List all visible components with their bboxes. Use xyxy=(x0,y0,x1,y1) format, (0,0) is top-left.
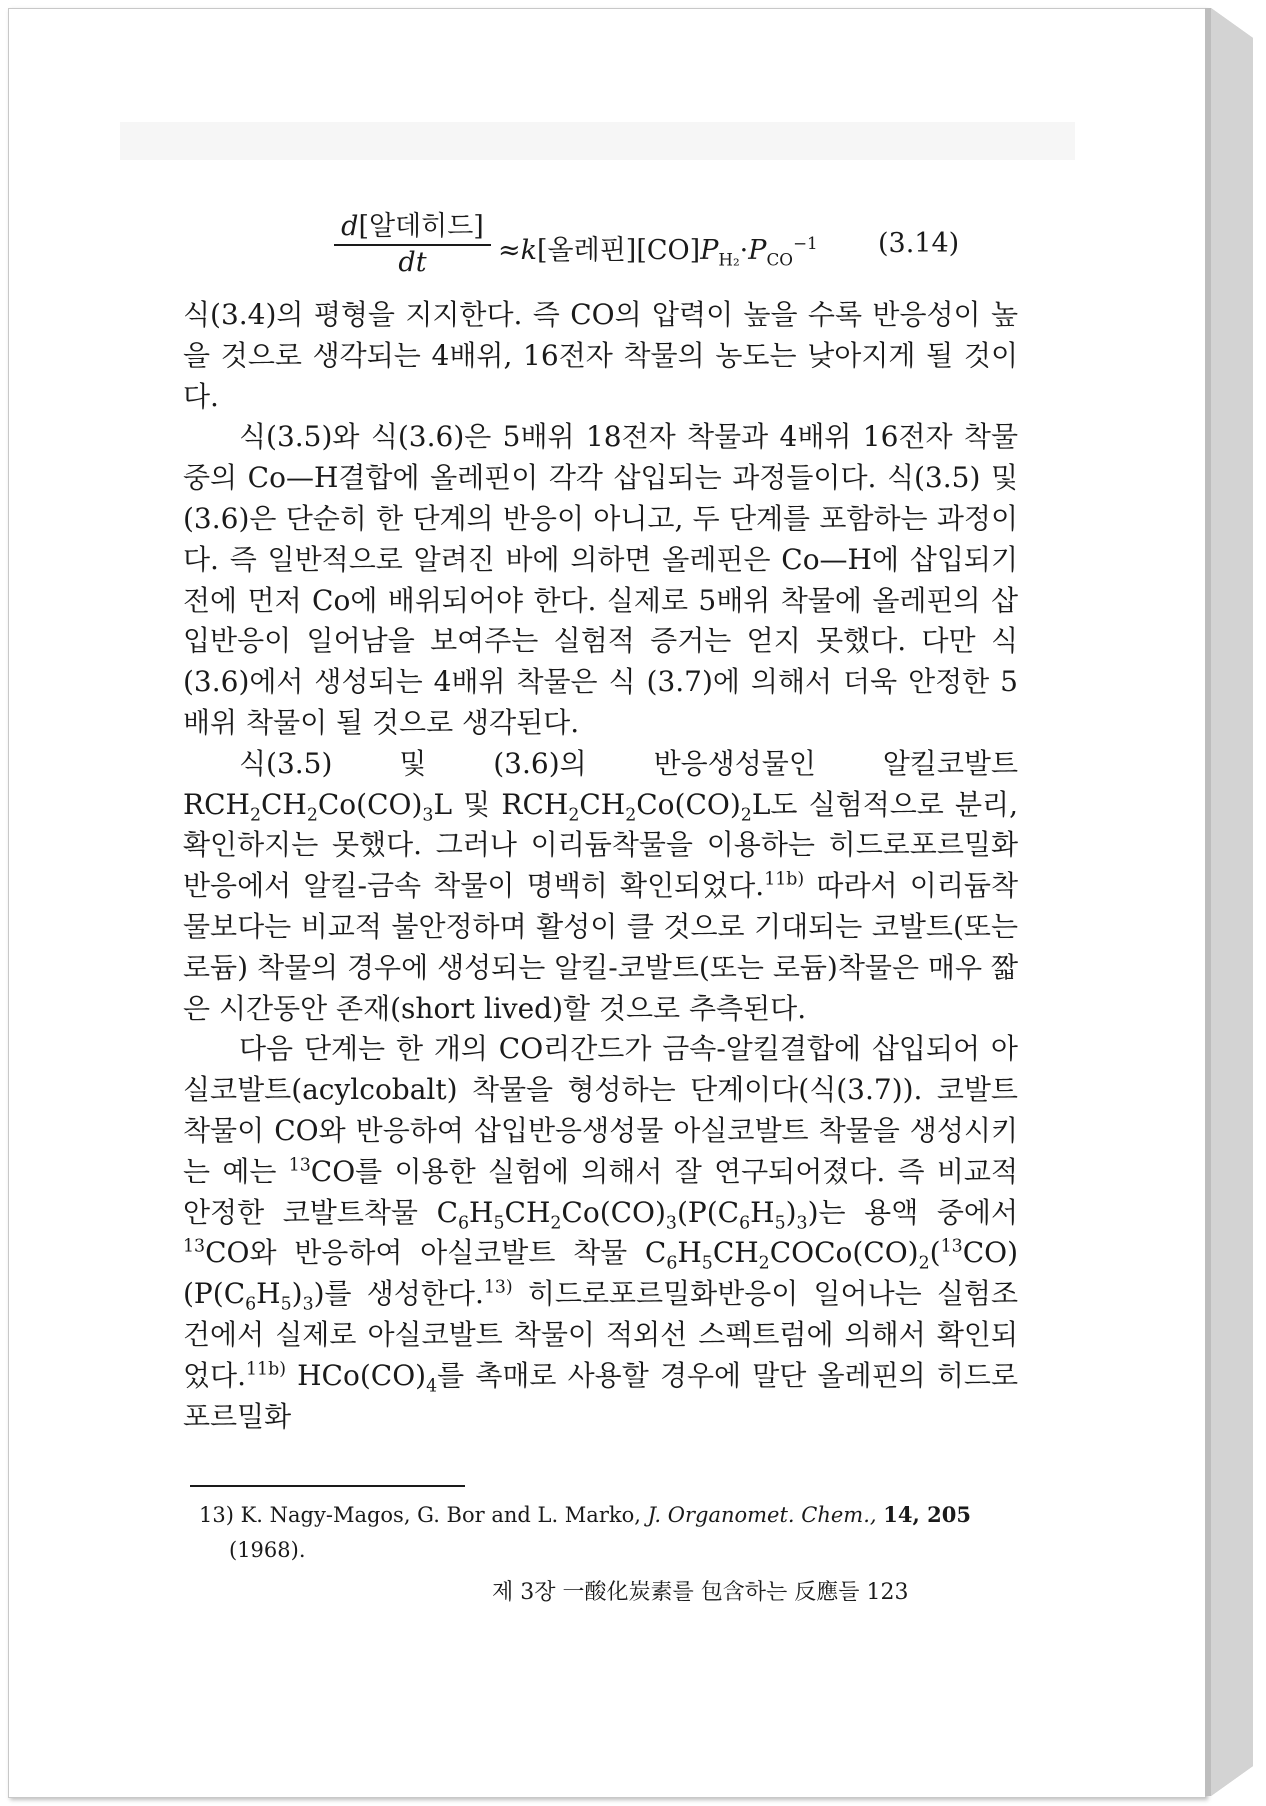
footnote-journal: J. Organomet. Chem., xyxy=(647,1503,877,1527)
reference-mark: 13) xyxy=(483,1277,513,1298)
footnote-volume: 14, 205 xyxy=(883,1502,971,1527)
scan-header-band xyxy=(120,122,1075,160)
equation-number: (3.14) xyxy=(878,228,960,259)
body-text xyxy=(183,295,1018,1437)
footnote-authors: K. Nagy-Magos, G. Bor and L. Marko, xyxy=(240,1503,641,1527)
reference-mark: 11b) xyxy=(246,1359,286,1380)
rate-equation xyxy=(330,210,1010,280)
paragraph-3: 식(3.5) 및 (3.6)의 반응생성물인 알킬코발트 $RCH_2CH_2Co(CO)_3L$ 및 $RCH_2CH_2Co(CO)_2L$도 실험적으로 분리, 확인하지는 못했다. 그러나 이리듐착물을 이용하는 히드로포르밀화반응에서 알킬-금속 착물이 명백히 확인되었다.$^{11b)}$ 따라서 이리듐착물보다는 비교적 불안정하며 활성이 클 것으로 기대되는 코발트(또는 로듐) 착물의 경우에 생성되는 알킬-코발트(또는 로듐)착물은 매우 짧은 시간동안 존재(short lived)할 것으로 추측된다. xyxy=(183,746,1018,1025)
footnote-13 xyxy=(199,1497,1019,1568)
reference-mark: 11b) xyxy=(764,869,805,890)
fraction-numerator: d[알데히드] xyxy=(341,211,484,242)
paragraph-1: 식(3.4)의 평형을 지지한다. 즉 CO의 압력이 높을 수록 반응성이 높을 것으로 생각되는 4배위, 16전자 착물의 농도는 낮아지게 될 것이다. xyxy=(183,298,1018,413)
equation-fraction xyxy=(330,210,495,280)
footnote-number: 13) xyxy=(199,1503,234,1527)
paragraph-4: 다음 단계는 한 개의 CO리간드가 금속-알킬결합에 삽입되어 아실코발트(acylcobalt) 착물을 형성하는 단계이다(식(3.7)). 코발트착물이 CO와 반응하여 삽입반응생성물 아실코발트 착물을 생성시키는 예는 $^{13}$CO를 이용한 실험에 의해서 잘 연구되어졌다. 즉 비교적 안정한 코발트착물 $C_6H_5CH_2Co(CO)_3(P(C_6H_5)_3)$는 용액 중에서 $^{13}$CO와 반응하여 아실코발트 착물 $C_6H_5CH_2COCo(CO)_2(^{13}CO)(P(C_6H_5)_3)$를 생성한다.$^{13)}$ 히드로포르밀화반응이 일어나는 실험조건에서 실제로 아실코발트 착물이 적외선 스펙트럼에 의해서 확인되었다.$^{11b)}$ $HCo(CO)_4$를 촉매로 사용할 경우에 말단 올레핀의 히드로포르밀화 xyxy=(183,1032,1019,1433)
paragraph-2: 식(3.5)와 식(3.6)은 5배위 18전자 착물과 4배위 16전자 착물 중의 Co—H결합에 올레핀이 각각 삽입되는 과정들이다. 식(3.5) 및 (3.6)은 단순히 한 단계의 반응이 아니고, 두 단계를 포함하는 과정이다. 즉 일반적으로 알려진 바에 의하면 올레핀은 Co—H에 삽입되기 전에 먼저 Co에 배위되어야 한다. 실제로 5배위 착물에 올레핀의 삽입반응이 일어남을 보여주는 실험적 증거는 얻지 못했다. 다만 식 (3.6)에서 생성되는 4배위 착물은 식 (3.7)에 의해서 더욱 안정한 5배위 착물이 될 것으로 생각된다. xyxy=(183,420,1018,739)
equation-rhs: ≈k[올레핀]$[CO]P_{H_2}\cdot P_{CO}^{-1}$ xyxy=(498,233,818,270)
footnote-year: (1968). xyxy=(229,1538,306,1562)
footnote-rule xyxy=(190,1485,465,1487)
running-footer: 제 3장 一酸化炭素를 包含하는 反應들 123 xyxy=(492,1580,909,1605)
page-edge-shadow xyxy=(1205,8,1257,1796)
fraction-denominator: dt xyxy=(398,247,427,278)
